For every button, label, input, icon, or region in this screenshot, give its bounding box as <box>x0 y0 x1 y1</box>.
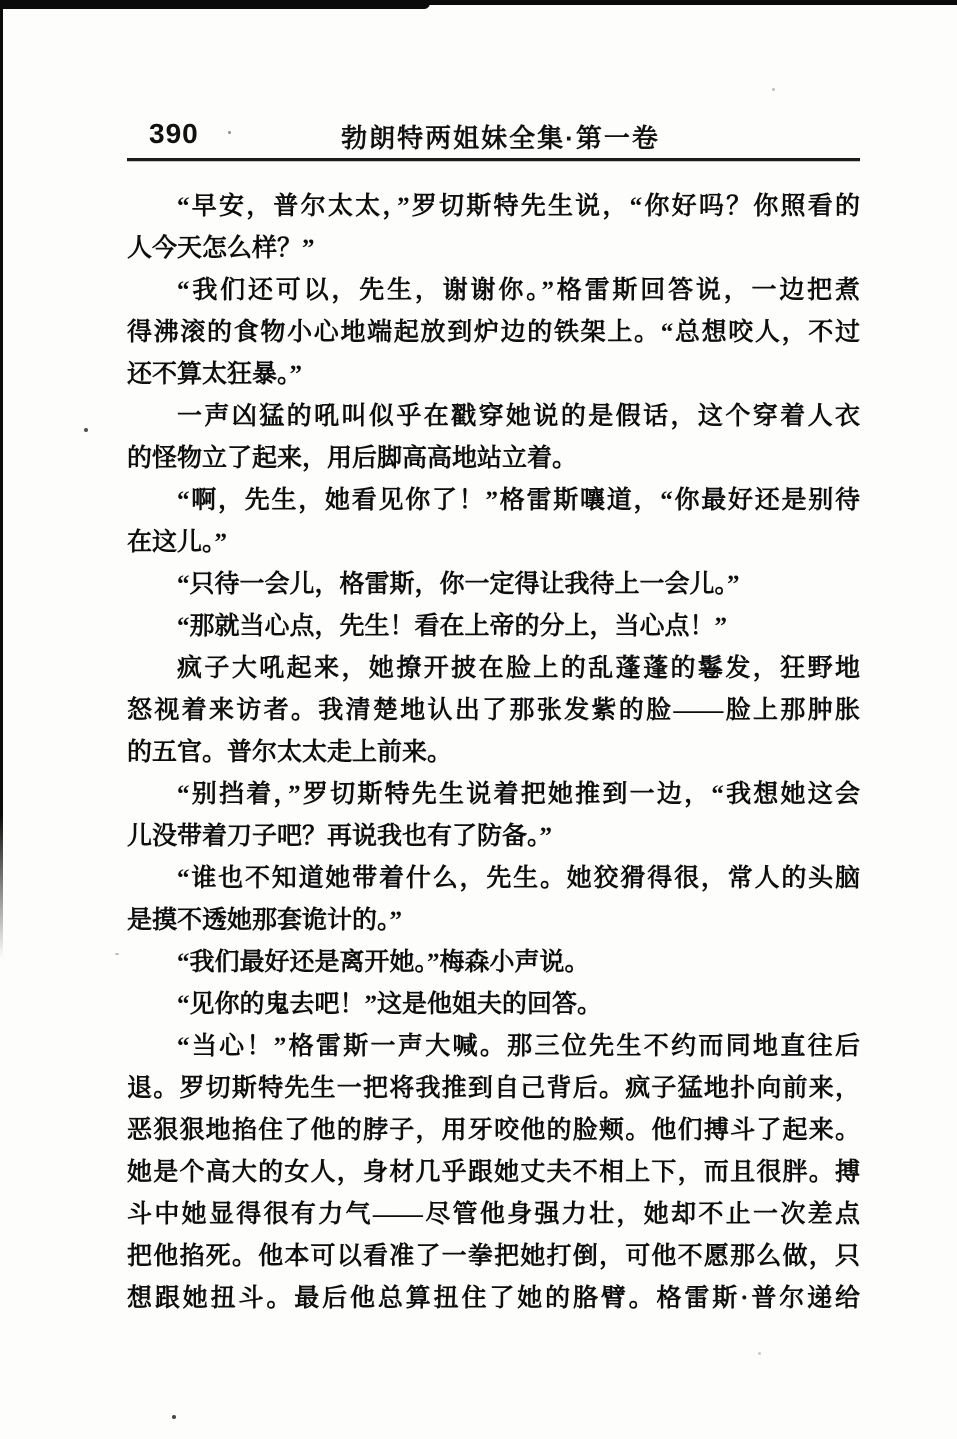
text-line: 她是个高大的女人，身材几乎跟她丈夫不相上下，而且很胖。搏 <box>127 1159 860 1186</box>
text-line: 一声凶猛的吼叫似乎在戳穿她说的是假话，这个穿着人衣 <box>177 403 860 430</box>
scan-edge-artifact-top <box>0 0 957 5</box>
text-line: “只待一会儿，格雷斯，你一定得让我待上一会儿。” <box>177 571 740 598</box>
text-line: 怒视着来访者。我清楚地认出了那张发紫的脸——脸上那肿胀 <box>127 697 860 724</box>
running-title: 勃朗特两姐妹全集·第一卷 <box>341 123 660 153</box>
scan-speck <box>228 131 231 134</box>
page-header <box>127 116 860 156</box>
text-line: “别挡着，”罗切斯特先生说着把她推到一边，“我想她这会 <box>177 781 860 808</box>
text-line: 疯子大吼起来，她撩开披在脸上的乱蓬蓬的鬈发，狂野地 <box>177 655 860 682</box>
page-number: 390 <box>149 118 199 149</box>
scan-edge-artifact-left <box>0 5 3 958</box>
text-line: “见你的鬼去吧！”这是他姐夫的回答。 <box>177 991 603 1018</box>
text-line: “谁也不知道她带着什么，先生。她狡猾得很，常人的头脑 <box>177 865 860 892</box>
text-line: 的怪物立了起来，用后脚高高地站立着。 <box>127 445 578 472</box>
text-line: “当心！”格雷斯一声大喊。那三位先生不约而同地直往后 <box>177 1033 860 1060</box>
header-rule <box>127 158 860 161</box>
text-line: 在这儿。” <box>127 529 228 556</box>
scan-speck <box>115 953 119 955</box>
text-line: 得沸滚的食物小心地端起放到炉边的铁架上。“总想咬人，不过 <box>127 319 860 346</box>
text-line: “我们还可以，先生，谢谢你。”格雷斯回答说，一边把煮 <box>177 277 860 304</box>
text-line: 是摸不透她那套诡计的。” <box>127 907 403 934</box>
body-text <box>127 186 860 1320</box>
scan-speck <box>172 1415 176 1419</box>
text-line: “那就当心点，先生！看在上帝的分上，当心点！” <box>177 613 728 640</box>
scan-speck <box>84 428 88 432</box>
text-line: 的五官。普尔太太走上前来。 <box>127 739 453 766</box>
scan-speck <box>758 1352 761 1355</box>
text-line: “我们最好还是离开她。”梅森小声说。 <box>177 949 590 976</box>
text-line: 还不算太狂暴。” <box>127 361 303 388</box>
scan-speck <box>772 88 775 91</box>
text-line: “早安，普尔太太，”罗切斯特先生说，“你好吗？你照看的 <box>177 193 860 220</box>
text-line: 恶狠狠地掐住了他的脖子，用牙咬他的脸颊。他们搏斗了起来。 <box>127 1117 860 1144</box>
text-line: 把他掐死。他本可以看准了一拳把她打倒，可他不愿那么做，只 <box>127 1243 860 1270</box>
text-line: 想跟她扭斗。最后他总算扭住了她的胳臂。格雷斯·普尔递给 <box>127 1285 860 1312</box>
text-line: “啊，先生，她看见你了！”格雷斯嚷道，“你最好还是别待 <box>177 487 860 514</box>
text-line: 儿没带着刀子吧？再说我也有了防备。” <box>127 823 553 850</box>
text-line: 人今天怎么样？” <box>127 235 315 262</box>
text-line: 斗中她显得很有力气——尽管他身强力壮，她却不止一次差点 <box>127 1201 860 1228</box>
text-line: 退。罗切斯特先生一把将我推到自己背后。疯子猛地扑向前来， <box>127 1075 860 1102</box>
